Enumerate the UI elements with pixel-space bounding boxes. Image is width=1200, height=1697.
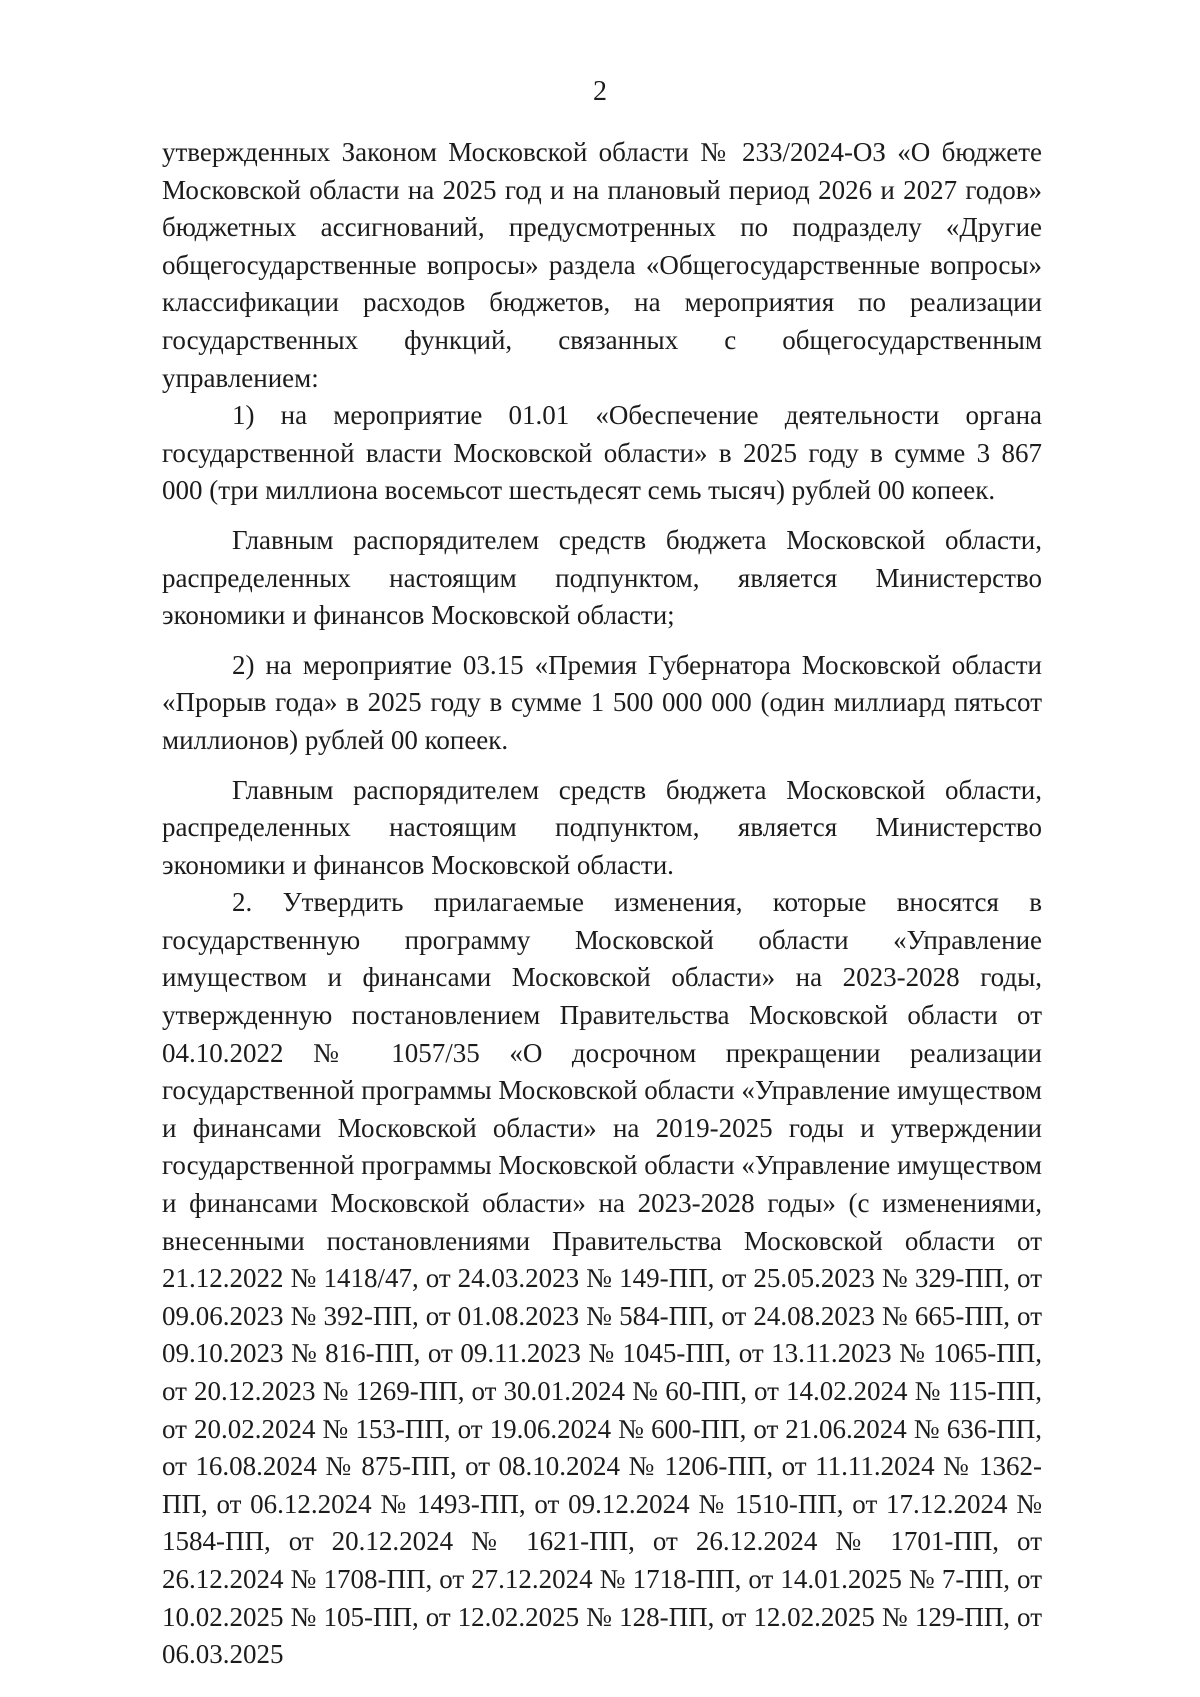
paragraph-section-2: 2. Утвердить прилагаемые изменения, которые вносятся в государственную программу Московской области «Управление имуществом и финансами Московской области» на 2023-2028 годы, утвержденную постановлением Правительства Московской области от 04.10.2022 № 1057/35 «О досрочном прекращении реализации государственной программы Московской области «Управление имуществом и финансами Московской области» на 2019-2025 годы и утверждении государственной программы Московской области «Управление имуществом и финансами Московской области» на 2023-2028 годы» (с изменениями, внесенными постановлениями Правительства Московской области от 21.12.2022 № 1418/47, от 24.03.2023 № 149-ПП, от 25.05.2023 № 329-ПП, от 09.06.2023 № 392-ПП, от 01.08.2023 № 584-ПП, от 24.08.2023 № 665-ПП, от 09.10.2023 № 816-ПП, от 09.11.2023 № 1045-ПП, от 13.11.2023 № 1065-ПП, от 20.12.2023 № 1269-ПП, от 30.01.2024 № 60-ПП, от 14.02.2024 № 115-ПП, от 20.02.2024 № 153-ПП, от 19.06.2024 № 600-ПП, от 21.06.2024 № 636-ПП, от 16.08.2024 № 875-ПП, от 08.10.2024 № 1206-ПП, от 11.11.2024 № 1362-ПП, от 06.12.2024 № 1493-ПП, от 09.12.2024 № 1510-ПП, от 17.12.2024 № 1584-ПП, от 20.12.2024 № 1621-ПП, от 26.12.2024 № 1701-ПП, от 26.12.2024 № 1708-ПП, от 27.12.2024 № 1718-ПП, от 14.01.2025 № 7-ПП, от 10.02.2025 № 105-ПП, от 12.02.2025 № 128-ПП, от 12.02.2025 № 129-ПП, от 06.03.2025 [162, 887, 1042, 1670]
paragraph-continuation: утвержденных Законом Московской области № 233/2024-ОЗ «О бюджете Московской области на 2025 год и на плановый период 2026 и 2027 годов» бюджетных ассигнований, предусмотренных по подразделу «Другие общегосударственные вопросы» раздела «Общегосударственные вопросы» классификации расходов бюджетов, на мероприятия по реализации государственных функций, связанных с общегосударственным управлением: [162, 137, 1042, 393]
paragraph-item-1: 1) на мероприятие 01.01 «Обеспечение деятельности органа государственной власти Московской области» в 2025 году в сумме 3 867 000 (три миллиона восемьсот шестьдесят семь тысяч) рублей 00 копеек. [162, 400, 1042, 506]
paragraph-distributor-1: Главным распорядителем средств бюджета Московской области, распределенных настоящим подпунктом, является Министерство экономики и финансов Московской области; [162, 524, 1042, 631]
document-body [162, 134, 1042, 1674]
page-number: 2 [593, 76, 607, 107]
paragraph-item-2: 2) на мероприятие 03.15 «Премия Губернатора Московской области «Прорыв года» в 2025 году в сумме 1 500 000 000 (один миллиард пятьсот миллионов) рублей 00 копеек. [162, 649, 1042, 755]
paragraph-distributor-2: Главным распорядителем средств бюджета Московской области, распределенных настоящим подпунктом, является Министерство экономики и финансов Московской области. [162, 774, 1042, 880]
